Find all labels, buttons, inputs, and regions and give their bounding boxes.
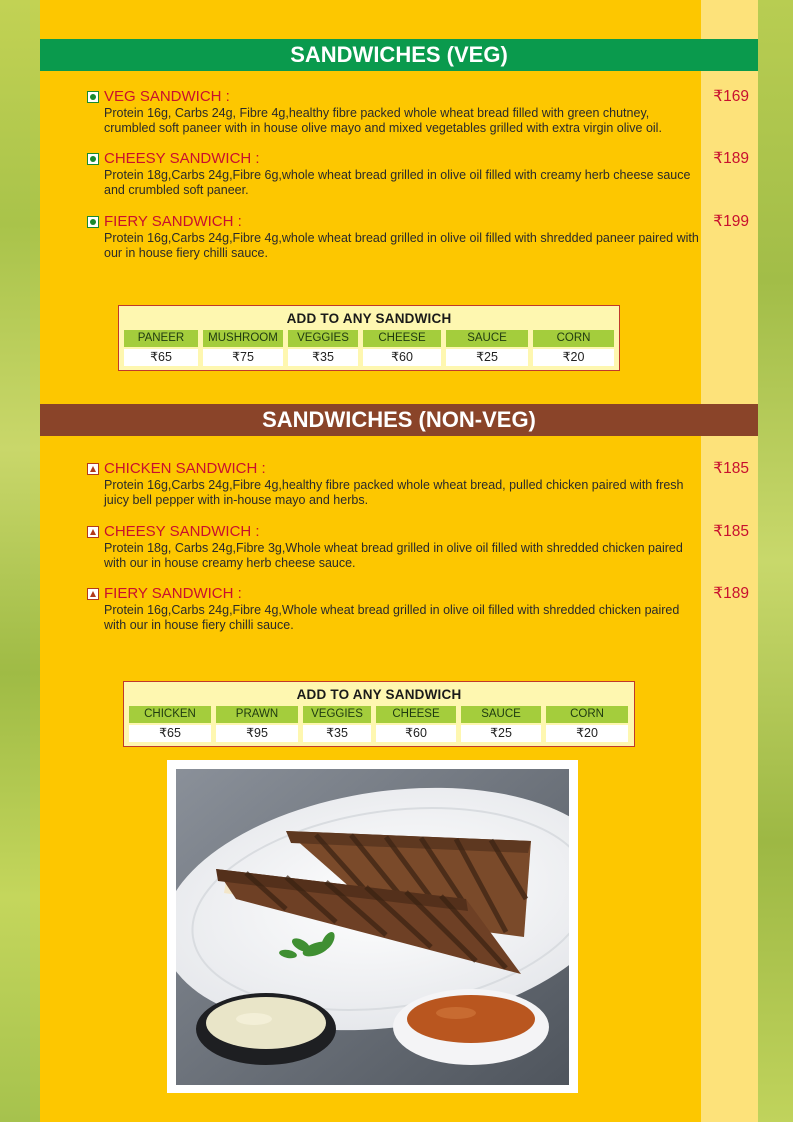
item-name: CHICKEN SANDWICH :: [104, 460, 266, 477]
nonveg-indicator-icon: [87, 526, 99, 538]
addon-price: ₹65: [124, 349, 198, 366]
veg-indicator-icon: [87, 216, 99, 228]
item-name: FIERY SANDWICH :: [104, 213, 242, 230]
addon-header: CHEESE: [376, 706, 456, 723]
item-price: ₹169: [713, 88, 749, 105]
nonveg-section-title: SANDWICHES (NON-VEG): [40, 404, 758, 436]
grilled-sandwich-illustration: [176, 769, 569, 1085]
veg-indicator-icon: [87, 91, 99, 103]
addon-header: MUSHROOM: [203, 330, 283, 347]
item-name: FIERY SANDWICH :: [104, 585, 242, 602]
addon-header: SAUCE: [446, 330, 528, 347]
addon-price: ₹60: [376, 725, 456, 742]
addon-price: ₹25: [461, 725, 541, 742]
addon-price: ₹95: [216, 725, 298, 742]
nonveg-indicator-icon: [87, 463, 99, 475]
item-description: Protein 16g,Carbs 24g,Fibre 4g,Whole wheat bread grilled in olive oil filled with shredded chicken paired with our in house fiery chilli sauce.: [104, 603, 680, 632]
item-name: CHEESY SANDWICH :: [104, 523, 260, 540]
addon-price: ₹20: [533, 349, 614, 366]
addon-header: CORN: [546, 706, 628, 723]
item-description: Protein 16g,Carbs 24g,Fibre 4g,whole wheat bread grilled in olive oil filled with shredded paneer paired with our in house fiery chilli sauce.: [104, 231, 699, 260]
sandwich-photo: [176, 769, 569, 1085]
addon-header: PRAWN: [216, 706, 298, 723]
item-price: ₹199: [713, 213, 749, 230]
background-greens-right: [758, 0, 793, 1122]
item-description: Protein 18g, Carbs 24g,Fibre 3g,Whole wheat bread grilled in olive oil filled with shredded chicken paired with our in house creamy herb cheese sauce.: [104, 541, 683, 570]
addon-title: ADD TO ANY SANDWICH: [296, 687, 462, 702]
nonveg-addon-table: [123, 681, 635, 747]
item-description: Protein 16g,Carbs 24g,Fibre 4g,healthy fibre packed whole wheat bread, pulled chicken paired with fresh juicy bell pepper with in-house mayo and herbs.: [104, 478, 684, 507]
addon-price: ₹35: [303, 725, 371, 742]
veg-section-title: SANDWICHES (VEG): [40, 39, 758, 71]
addon-header: CHEESE: [363, 330, 441, 347]
addon-header: PANEER: [124, 330, 198, 347]
veg-addon-table: [118, 305, 620, 371]
sandwich-photo-frame: [167, 760, 578, 1093]
addon-price: ₹25: [446, 349, 528, 366]
item-price: ₹185: [713, 460, 749, 477]
addon-header: CHICKEN: [129, 706, 211, 723]
veg-indicator-icon: [87, 153, 99, 165]
item-name: VEG SANDWICH :: [104, 88, 230, 105]
addon-header: VEGGIES: [288, 330, 358, 347]
addon-header: SAUCE: [461, 706, 541, 723]
item-price: ₹189: [713, 150, 749, 167]
nonveg-indicator-icon: [87, 588, 99, 600]
item-description: Protein 16g, Carbs 24g, Fibre 4g,healthy fibre packed whole wheat bread filled with green chutney, crumbled soft paneer with in house olive mayo and mixed vegetables grilled with extra virgin olive oil.: [104, 106, 662, 135]
addon-price: ₹35: [288, 349, 358, 366]
addon-header: VEGGIES: [303, 706, 371, 723]
addon-price: ₹20: [546, 725, 628, 742]
item-price: ₹189: [713, 585, 749, 602]
addon-title: ADD TO ANY SANDWICH: [286, 311, 452, 326]
addon-price: ₹75: [203, 349, 283, 366]
price-column: [701, 0, 758, 1122]
addon-price: ₹60: [363, 349, 441, 366]
background-greens-left: [0, 0, 40, 1122]
item-description: Protein 18g,Carbs 24g,Fibre 6g,whole wheat bread grilled in olive oil filled with creamy herb cheese sauce and crumbled soft paneer.: [104, 168, 691, 197]
item-price: ₹185: [713, 523, 749, 540]
addon-header: CORN: [533, 330, 614, 347]
item-name: CHEESY SANDWICH :: [104, 150, 260, 167]
addon-price: ₹65: [129, 725, 211, 742]
